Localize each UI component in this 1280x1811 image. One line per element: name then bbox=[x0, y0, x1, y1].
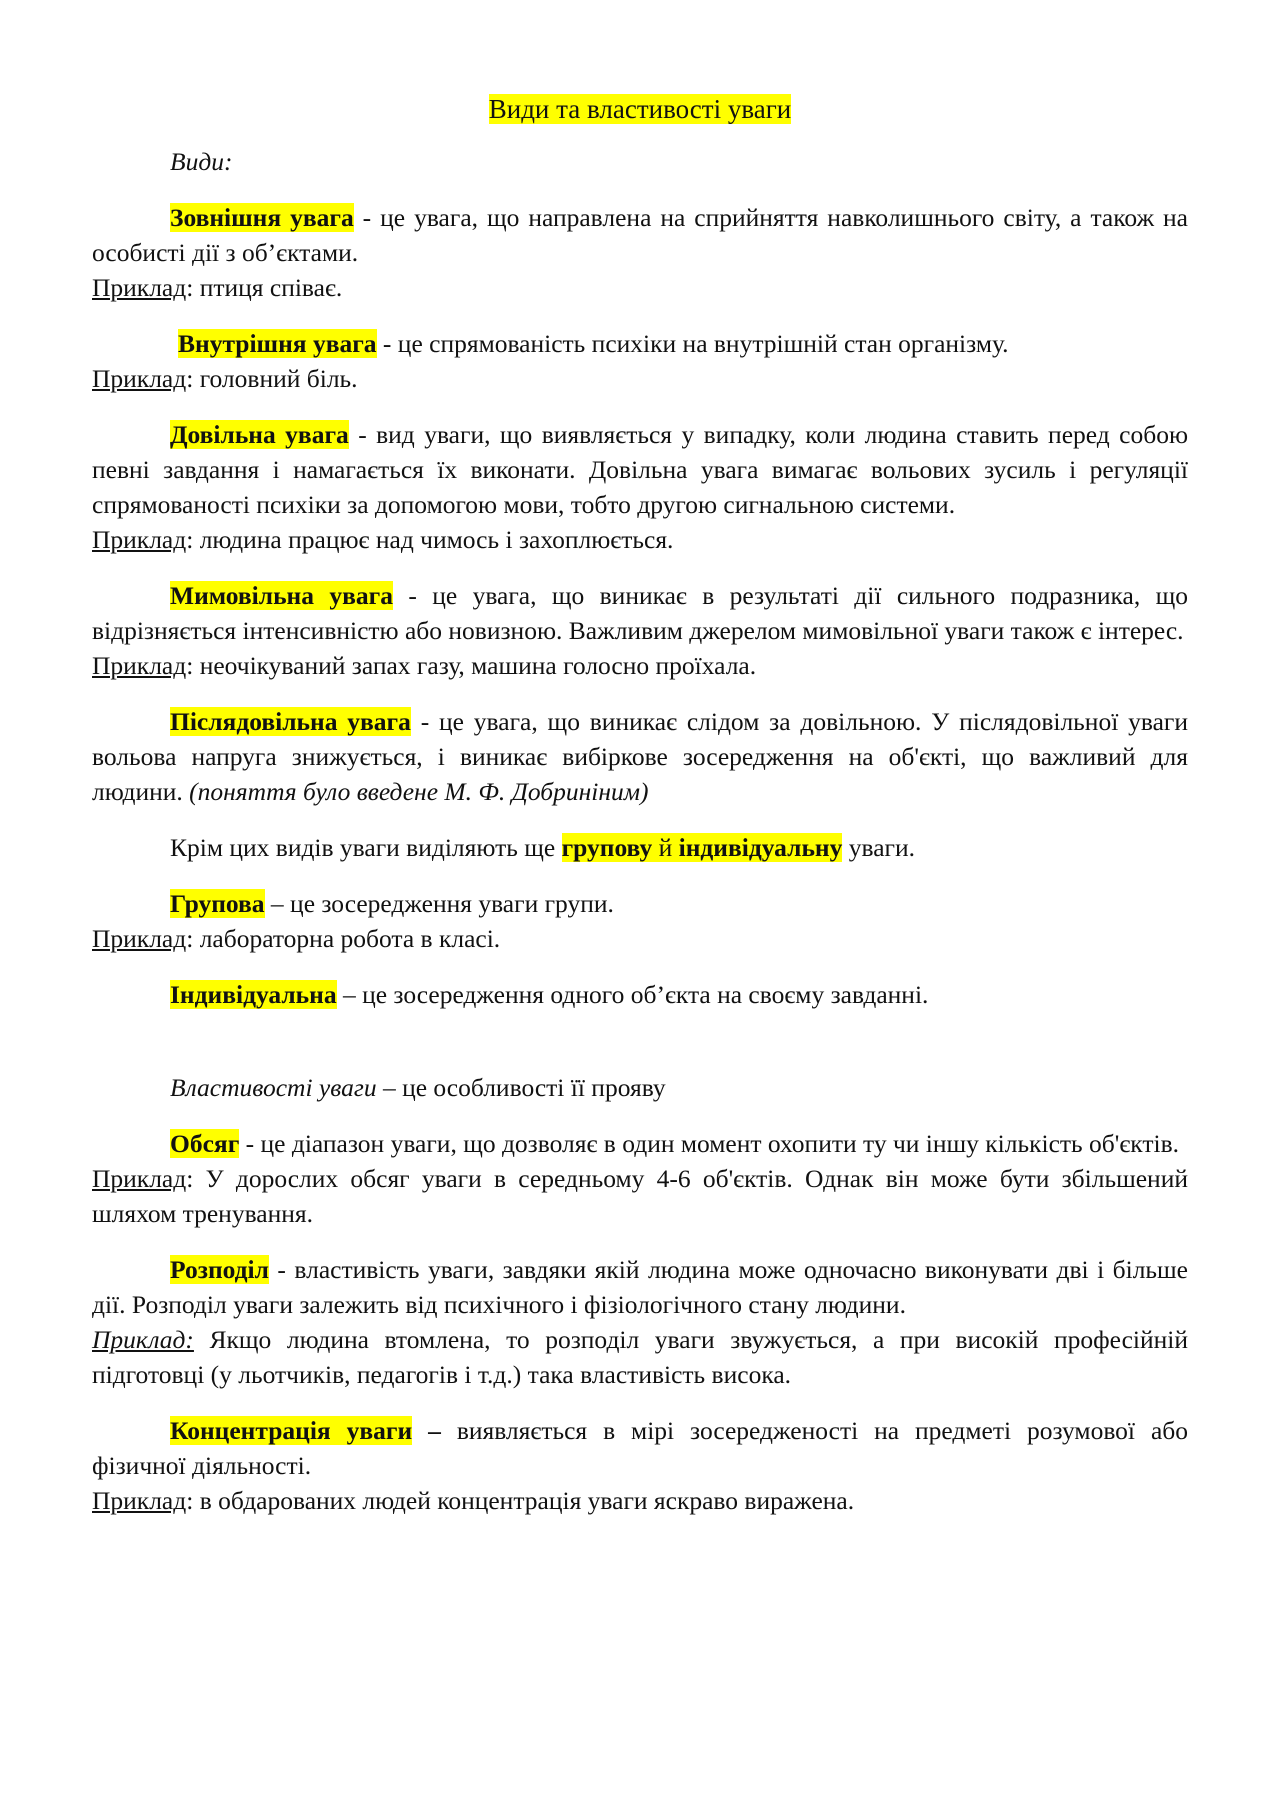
term: Внутрішня увага bbox=[178, 329, 377, 358]
definition-text: виявляється в мірі зосередженості на предметі розумової або фізичної діяльності. bbox=[92, 1416, 1188, 1480]
definition-internal: Внутрішня увага - це спрямованість психіки на внутрішній стан організму. Приклад: головний біль. bbox=[92, 326, 1188, 396]
note: (поняття було введене М. Ф. Добриніним) bbox=[189, 777, 649, 806]
definition-text: це спрямованість психіки на внутрішній стан організму. bbox=[397, 329, 1009, 358]
definition-text: властивість уваги, завдяки якій людина може одночасно виконувати дві і більше дії. Розподіл уваги залежить від психічного і фізіологічного стану людини. bbox=[92, 1255, 1188, 1319]
term: індивідуальну bbox=[678, 833, 843, 862]
term: Групова bbox=[170, 889, 265, 918]
term: Довільна увага bbox=[170, 420, 349, 449]
definition-group bbox=[92, 886, 1188, 956]
term: Розподіл bbox=[170, 1255, 269, 1284]
definition-voluntary: Довільна увага - вид уваги, що виявляється у випадку, коли людина ставить перед собою певні завдання і намагається їх виконати. Довільна увага вимагає вольових зусиль і регуляції спрямованості психіки за допомогою мови, тобто другою сигнальною системи. Приклад: людина працює над чимось і захоплюється. bbox=[92, 417, 1188, 557]
example-line: Приклад: лабораторна робота в класі. bbox=[92, 924, 501, 953]
document-page bbox=[92, 92, 1188, 1539]
term: Концентрація уваги bbox=[170, 1416, 413, 1445]
page-title: Види та властивості уваги bbox=[488, 94, 792, 124]
property-volume: Обсяг - це діапазон уваги, що дозволяє в один момент охопити ту чи іншу кількість об'єктів. Приклад: У дорослих обсяг уваги в середньому 4-6 об'єктів. Однак він може бути збільшений шляхом тренування. bbox=[92, 1126, 1188, 1231]
definition-text: це увага, що направлена на сприйняття навколишнього світу, а також на особисті дії з об’єктами. bbox=[92, 203, 1189, 267]
example-line: Приклад: в обдарованих людей концентрація уваги яскраво виражена. bbox=[92, 1486, 855, 1515]
term: Післядовільна увага bbox=[170, 707, 411, 736]
definition-text: це діапазон уваги, що дозволяє в один момент охопити ту чи іншу кількість об'єктів. bbox=[260, 1129, 1180, 1158]
definition-text: – це зосередження одного об’єкта на своєму завданні. bbox=[336, 980, 929, 1009]
example-line: Приклад: головний біль. bbox=[92, 364, 358, 393]
example-line: Приклад: У дорослих обсяг уваги в середньому 4-6 об'єктів. Однак він може бути збільшений шляхом тренування. bbox=[92, 1164, 1188, 1228]
property-distribution: Розподіл - властивість уваги, завдяки якій людина може одночасно виконувати дві і більше дії. Розподіл уваги залежить від психічного і фізіологічного стану людини. Приклад: Якщо людина втомлена, то розподіл уваги звужується, а при високій професійній підготовці (у льотчиків, педагогів і т.д.) така властивість висока. bbox=[92, 1252, 1188, 1392]
definition-text: це увага, що виникає слідом за довільною. У післядовільної уваги вольова напруга знижується, і виникає вибіркове зосередження на об'єкті, що важливий для людини. bbox=[92, 707, 1188, 806]
definition-individual bbox=[92, 977, 1188, 1012]
term: групову bbox=[561, 833, 653, 862]
properties-heading: Властивості уваги – це особливості її прояву bbox=[170, 1073, 666, 1102]
definition-text: це увага, що виникає в результаті дії сильного подразника, що відрізняється інтенсивністю або новизною. Важливим джерелом мимовільної уваги також є інтерес. bbox=[92, 581, 1189, 645]
term: Обсяг bbox=[170, 1129, 240, 1158]
example-line: Приклад: Якщо людина втомлена, то розподіл уваги звужується, а при високій професійній підготовці (у льотчиків, педагогів і т.д.) така властивість висока. bbox=[92, 1325, 1189, 1389]
term: Індивідуальна bbox=[170, 980, 337, 1009]
term: Зовнішня увага bbox=[170, 203, 354, 232]
example-line: Приклад: неочікуваний запах газу, машина голосно проїхала. bbox=[92, 651, 757, 680]
property-concentration: Концентрація уваги – виявляється в мірі зосередженості на предметі розумової або фізичної діяльності. Приклад: в обдарованих людей концентрація уваги яскраво виражена. bbox=[92, 1413, 1188, 1518]
definition-text: вид уваги, що виявляється у випадку, коли людина ставить перед собою певні завдання і намагається їх виконати. Довільна увага вимагає вольових зусиль і регуляції спрямованості психіки за допомогою мови, тобто другою сигнальною системи. bbox=[92, 420, 1188, 519]
definition-external: Зовнішня увага - це увага, що направлена на сприйняття навколишнього світу, а також на особисті дії з об’єктами. Приклад: птиця співає. bbox=[92, 200, 1188, 305]
definition-involuntary: Мимовільна увага - це увага, що виникає в результаті дії сильного подразника, що відрізняється інтенсивністю або новизною. Важливим джерелом мимовільної уваги також є інтерес. Приклад: неочікуваний запах газу, машина голосно проїхала. bbox=[92, 578, 1188, 683]
example-line: Приклад: людина працює над чимось і захоплюється. bbox=[92, 525, 674, 554]
definition-text: – це зосередження уваги групи. bbox=[264, 889, 614, 918]
types-heading: Види: bbox=[170, 147, 233, 176]
example-line: Приклад: птиця співає. bbox=[92, 273, 343, 302]
term: Мимовільна увага bbox=[170, 581, 393, 610]
extra-types: Крім цих видів уваги виділяють ще групову й індивідуальну уваги. bbox=[170, 833, 916, 862]
definition-post-voluntary: Післядовільна увага - це увага, що виникає слідом за довільною. У післядовільної уваги вольова напруга знижується, і виникає вибіркове зосередження на об'єкті, що важливий для людини. (поняття було введене М. Ф. Добриніним) bbox=[92, 707, 1188, 806]
